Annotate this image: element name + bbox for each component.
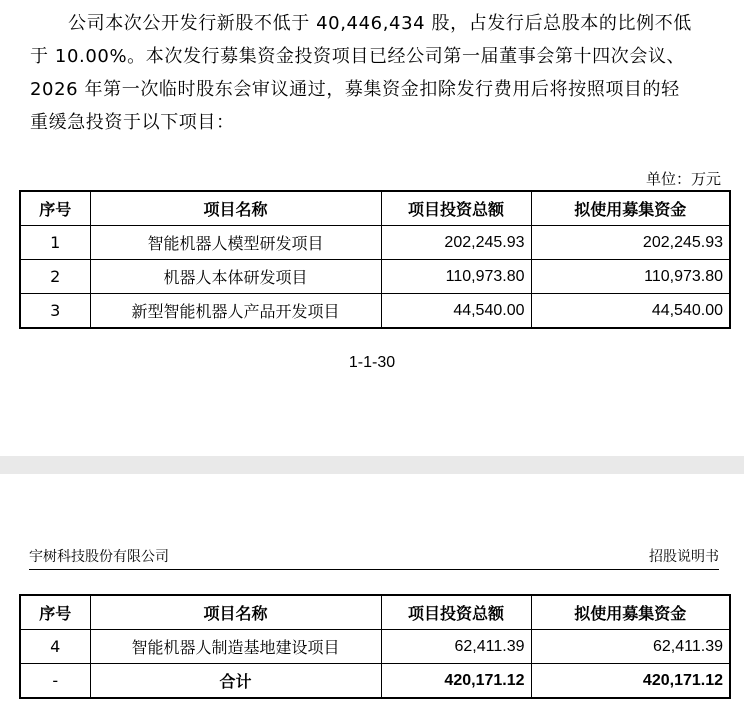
header-seq: 序号 (20, 595, 90, 630)
cell-seq: - (20, 664, 90, 699)
cell-project-name: 新型智能机器人产品开发项目 (90, 294, 381, 329)
cell-seq: 2 (20, 260, 90, 294)
paragraph-line: 重缓急投资于以下项目： (30, 112, 235, 133)
cell-project-name: 机器人本体研发项目 (90, 260, 381, 294)
cell-seq: 4 (20, 630, 90, 664)
cell-raised-funds: 44,540.00 (531, 294, 730, 329)
page-separator (0, 456, 744, 474)
cell-seq: 1 (20, 226, 90, 260)
projects-table (19, 190, 731, 329)
page-number: 1-1-30 (348, 354, 396, 371)
cell-total-investment: 420,171.12 (381, 664, 531, 699)
cell-project-name: 智能机器人模型研发项目 (90, 226, 381, 260)
table-row (20, 294, 730, 329)
header-doc-type: 招股说明书 (649, 549, 719, 565)
cell-raised-funds: 110,973.80 (531, 260, 730, 294)
table-header-row (20, 191, 730, 226)
table-total-row (20, 664, 730, 699)
table-header-row (20, 595, 730, 630)
header-project-name: 项目名称 (90, 595, 381, 630)
paragraph-line: 2026 年第一次临时股东会审议通过，募集资金扣除发行费用后将按照项目的轻 (30, 79, 680, 100)
projects-table-continued (19, 594, 731, 699)
header-total-investment: 项目投资总额 (381, 191, 531, 226)
table-row (20, 226, 730, 260)
cell-raised-funds: 202,245.93 (531, 226, 730, 260)
cell-total-investment: 44,540.00 (381, 294, 531, 329)
cell-total-label: 合计 (90, 664, 381, 699)
page-2 (0, 474, 744, 711)
header-total-investment: 项目投资总额 (381, 595, 531, 630)
header-seq: 序号 (20, 191, 90, 226)
table-row (20, 630, 730, 664)
cell-project-name: 智能机器人制造基地建设项目 (90, 630, 381, 664)
header-raised-funds: 拟使用募集资金 (531, 595, 730, 630)
unit-label: 单位：万元 (645, 170, 721, 188)
header-raised-funds: 拟使用募集资金 (531, 191, 730, 226)
intro-paragraph (30, 7, 720, 139)
cell-raised-funds: 62,411.39 (531, 630, 730, 664)
cell-seq: 3 (20, 294, 90, 329)
running-header (29, 546, 719, 570)
paragraph-line: 于 10.00%。本次发行募集资金投资项目已经公司第一届董事会第十四次会议、 (30, 46, 686, 67)
table-row (20, 260, 730, 294)
cell-total-investment: 62,411.39 (381, 630, 531, 664)
cell-total-investment: 202,245.93 (381, 226, 531, 260)
header-company: 宇树科技股份有限公司 (29, 549, 169, 565)
cell-total-raised-funds: 420,171.12 (531, 664, 730, 699)
header-project-name: 项目名称 (90, 191, 381, 226)
paragraph-line: 公司本次公开发行新股不低于 40,446,434 股，占发行后总股本的比例不低 (68, 13, 692, 34)
cell-total-investment: 110,973.80 (381, 260, 531, 294)
